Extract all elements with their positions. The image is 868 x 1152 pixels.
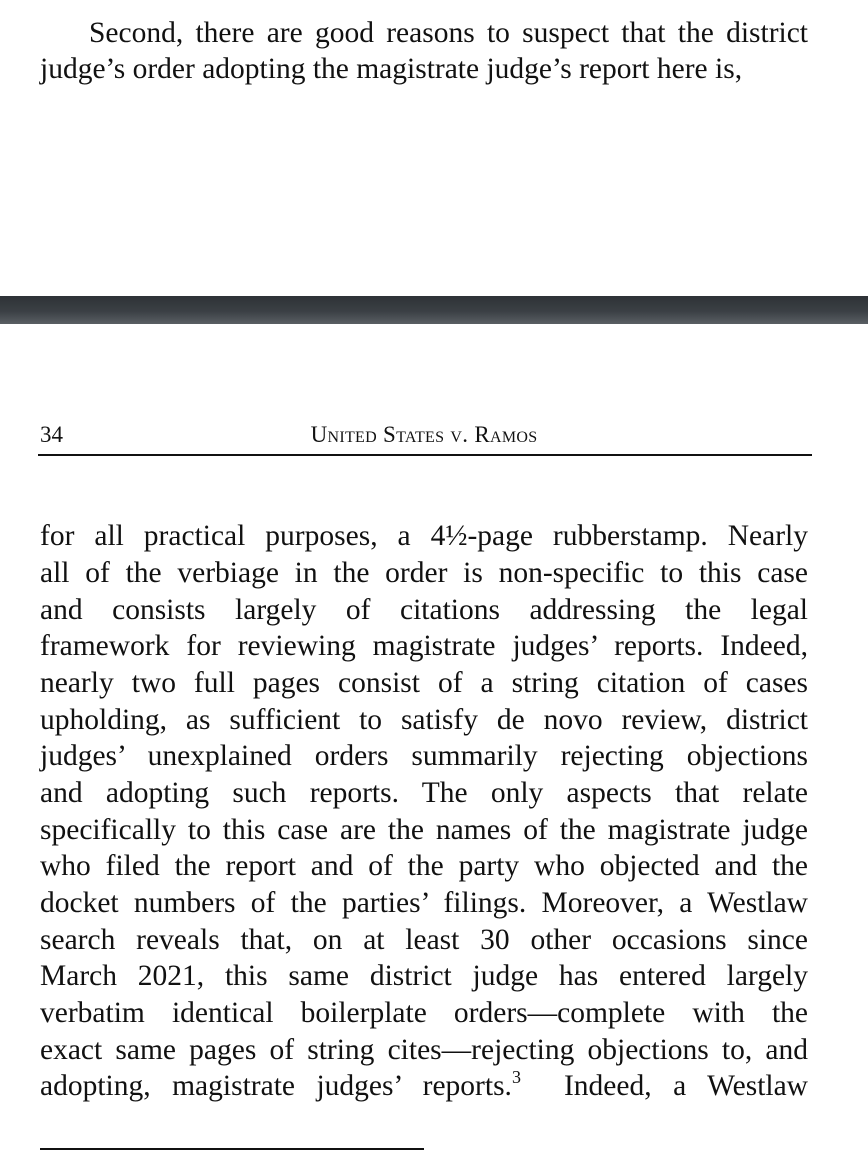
body-text-line: for all practical purposes, a 4½-page rubberstamp. Nearly	[40, 520, 808, 552]
header-rule	[38, 454, 812, 456]
body-text-line: and adopting such reports. The only aspects that relate	[40, 777, 808, 809]
body-text-line: exact same pages of string cites—rejecting objections to, and	[40, 1034, 808, 1066]
footnote-marker[interactable]: 3	[511, 1067, 521, 1087]
footnote-rule	[40, 1148, 424, 1150]
body-text-line: framework for reviewing magistrate judges’ reports. Indeed,	[40, 630, 808, 662]
body-text-line: verbatim identical boilerplate orders—complete with the	[40, 997, 808, 1029]
page-number: 34	[40, 422, 63, 447]
body-text-segment: Indeed, a Westlaw	[520, 1070, 808, 1102]
body-text-line-with-footnote	[40, 1068, 808, 1105]
body-text-line: who filed the report and of the party who objected and the	[40, 850, 808, 882]
body-text-line: nearly two full pages consist of a string citation of cases	[40, 667, 808, 699]
body-text-line: Second, there are good reasons to suspect that the district	[89, 17, 808, 49]
case-title: United States v. Ramos	[310, 422, 538, 447]
body-text-line: March 2021, this same district judge has entered largely	[40, 960, 808, 992]
body-text-segment: adopting, magistrate judges’ reports.	[40, 1070, 512, 1102]
body-text-line: and consists largely of citations addressing the legal	[40, 594, 808, 626]
body-text-line: judge’s order adopting the magistrate judge’s report here is,	[40, 53, 743, 85]
body-text-line: judges’ unexplained orders summarily rejecting objections	[40, 740, 808, 772]
running-head	[0, 420, 848, 450]
body-text-line: search reveals that, on at least 30 other occasions since	[40, 924, 808, 956]
page-separator	[0, 296, 868, 324]
previous-page-fragment	[0, 0, 868, 296]
body-text-line: specifically to this case are the names of the magistrate judge	[40, 814, 808, 846]
body-text-line: all of the verbiage in the order is non-specific to this case	[40, 557, 808, 589]
body-text-line: docket numbers of the parties’ filings. Moreover, a Westlaw	[40, 887, 808, 919]
body-text-line: upholding, as sufficient to satisfy de novo review, district	[40, 704, 808, 736]
